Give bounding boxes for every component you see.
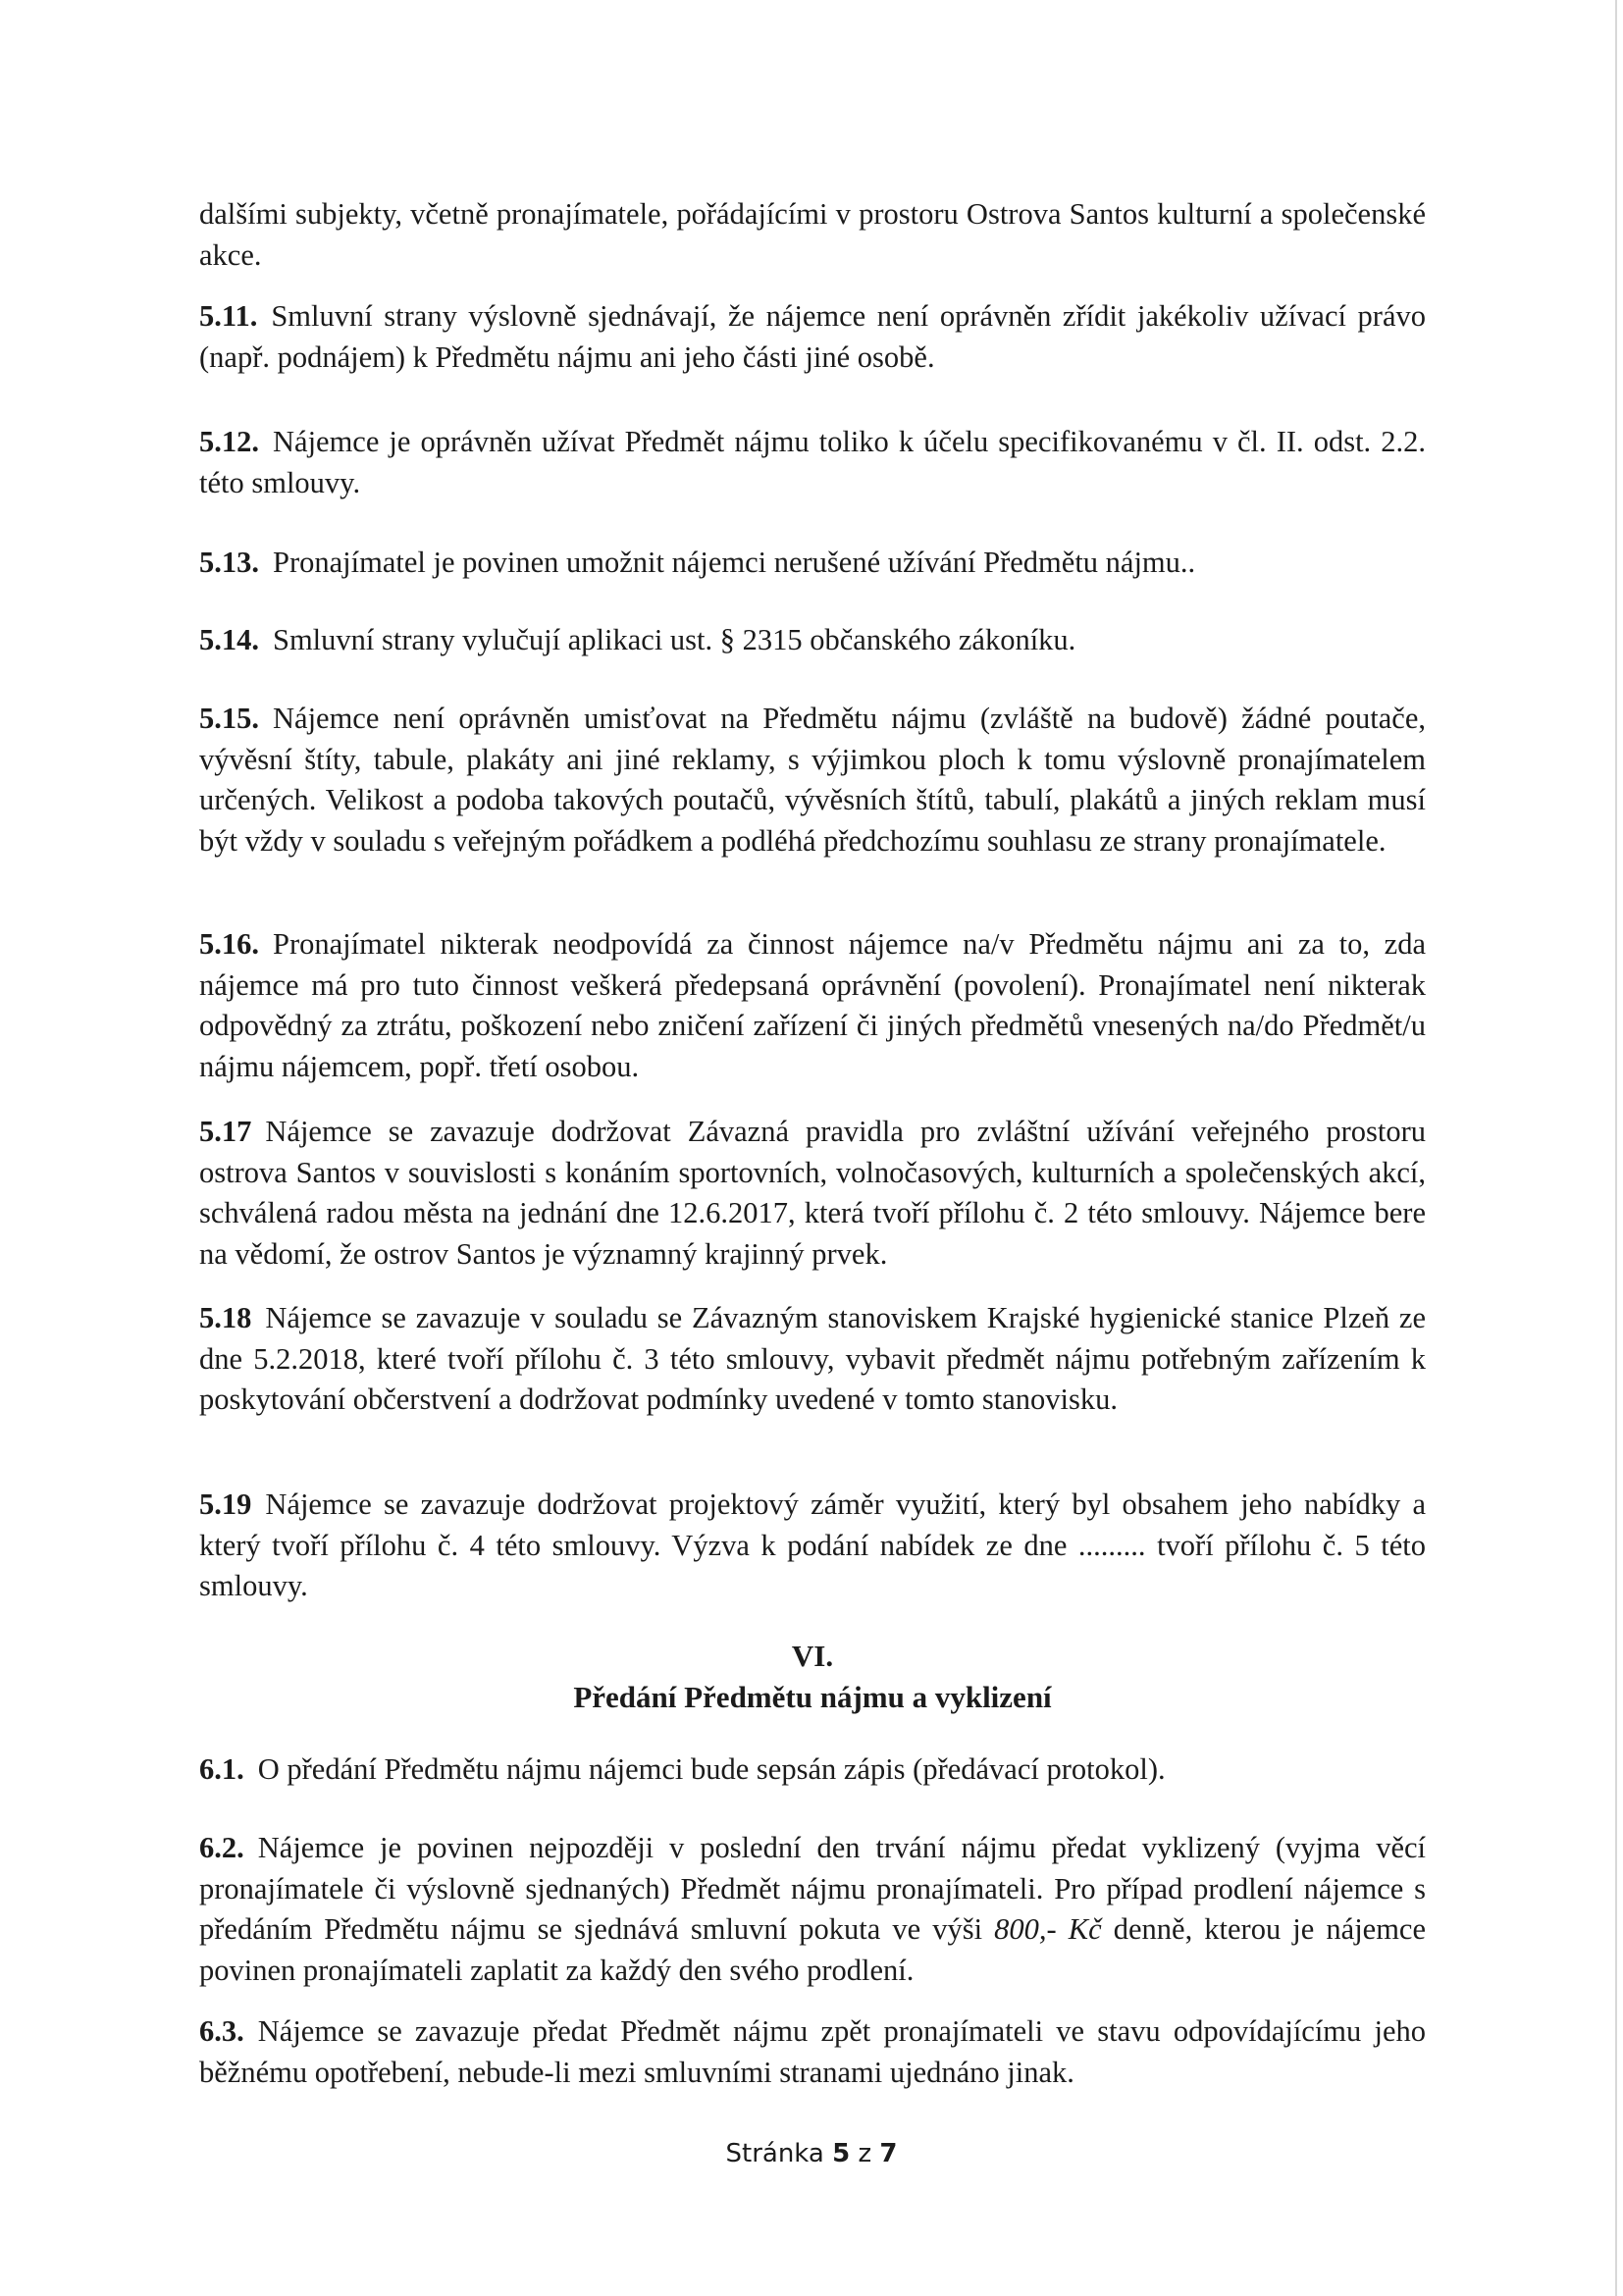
- clause-6-1: [199, 1749, 1426, 1791]
- footer-separator: z: [858, 2139, 872, 2168]
- clause-text: Smluvní strany výslovně sjednávají, že nájemce není oprávněn zřídit jakékoliv užívací právo (např. podnájem) k Předmětu nájmu ani jeho části jiné osobě.: [199, 299, 1426, 374]
- clause-text-after: denně, kterou je nájemce povinen pronajímateli zaplatit za každý den svého prodlení.: [199, 1912, 1427, 1987]
- scan-edge: [1615, 0, 1617, 2296]
- clause-number: 5.14.: [199, 623, 259, 656]
- clause-number: 5.15.: [199, 702, 259, 735]
- clause-number: 5.19: [199, 1487, 252, 1521]
- clause-5-11: [199, 296, 1426, 378]
- clause-text: O předání Předmětu nájmu nájemci bude sepsán zápis (předávací protokol).: [257, 1752, 1166, 1786]
- clause-number: 5.11.: [199, 299, 258, 333]
- clause-number: 6.2.: [199, 1831, 244, 1864]
- clause-text: Nájemce se zavazuje dodržovat projektový záměr využití, který byl obsahem jeho nabídky a který tvoří přílohu č. 4 této smlouvy. Výzva k podání nabídek ze dne ......... tvoří přílohu č. 5 této smlouvy.: [199, 1487, 1426, 1602]
- clause-text: Pronajímatel nikterak neodpovídá za činnost nájemce na/v Předmětu nájmu ani za to, zda nájemce má pro tuto činnost veškerá předepsaná oprávnění (povolení). Pronajímatel není nikterak odpovědný za ztrátu, poškození nebo zničení zařízení či jiných předmětů vnesených na/do Předmět/u nájmu nájemcem, popř. třetí osobou.: [199, 927, 1426, 1083]
- page-footer: [0, 2139, 1623, 2168]
- clause-number: 5.17: [199, 1115, 252, 1148]
- section-title: Předání Předmětu nájmu a vyklizení: [573, 1680, 1052, 1714]
- clause-text: Nájemce je oprávněn užívat Předmět nájmu toliko k účelu specifikovanému v čl. II. odst. 2.2. této smlouvy.: [199, 425, 1426, 499]
- clause-number: 6.3.: [199, 2014, 244, 2048]
- clause-5-17: [199, 1112, 1426, 1275]
- clause-5-14: [199, 620, 1426, 661]
- clause-text: Nájemce se zavazuje dodržovat Závazná pravidla pro zvláštní užívání veřejného prostoru ostrova Santos v souvislosti s konáním sportovních, volnočasových, kulturních a společenských akcí, schválená radou města na jednání dne 12.6.2017, která tvoří přílohu č. 2 této smlouvy. Nájemce bere na vědomí, že ostrov Santos je významný krajinný prvek.: [199, 1115, 1426, 1271]
- clause-number: 5.12.: [199, 425, 259, 458]
- clause-text: Nájemce se zavazuje předat Předmět nájmu zpět pronajímateli ve stavu odpovídajícímu jeho běžnému opotřebení, nebude-li mezi smluvními stranami ujednáno jinak.: [199, 2014, 1426, 2089]
- clause-number: 5.13.: [199, 546, 259, 579]
- clause-number: 6.1.: [199, 1752, 244, 1786]
- clause-5-12: [199, 422, 1426, 503]
- clause-5-16: [199, 924, 1426, 1087]
- clause-text: Pronajímatel je povinen umožnit nájemci nerušené užívání Předmětu nájmu..: [273, 546, 1196, 579]
- clause-text: Smluvní strany vylučují aplikaci ust. § 2315 občanského zákoníku.: [273, 623, 1076, 656]
- section-roman-numeral: VI.: [791, 1639, 834, 1673]
- clause-text: Nájemce se zavazuje v souladu se Závazným stanoviskem Krajské hygienické stanice Plzeň ze dne 5.2.2018, které tvoří přílohu č. 3 této smlouvy, vybavit předmět nájmu potřebným zařízením k poskytování občerstvení a dodržovat podmínky uvedené v tomto stanovisku.: [199, 1301, 1426, 1416]
- continuation-paragraph: [199, 194, 1426, 276]
- clause-5-19: [199, 1485, 1426, 1607]
- footer-page-total: 7: [879, 2139, 898, 2168]
- clause-5-18: [199, 1298, 1426, 1421]
- clause-5-15: [199, 699, 1426, 861]
- clause-number: 5.16.: [199, 927, 259, 961]
- clause-text-before: Nájemce je povinen nejpozději v poslední den trvání nájmu předat vyklizený (vyjma věcí pronajímatele či výslovně sjednaných) Předmět nájmu pronajímateli. Pro případ prodlení nájemce s předáním Předmětu nájmu se sjednává smluvní pokuta ve výši: [199, 1831, 1426, 1946]
- clause-6-3: [199, 2011, 1426, 2093]
- footer-page-number: 5: [832, 2139, 851, 2168]
- continuation-text: dalšími subjekty, včetně pronajímatele, pořádajícími v prostoru Ostrova Santos kulturní a společenské akce.: [199, 197, 1426, 272]
- clause-6-2: [199, 1828, 1426, 1991]
- clause-text: Nájemce není oprávněn umisťovat na Předmětu nájmu (zvláště na budově) žádné poutače, vývěsní štíty, tabule, plakáty ani jiné reklamy, s výjimkou ploch k tomu výslovně pronajímatelem určených. Velikost a podoba takových poutačů, vývěsních štítů, tabulí, plakátů a jiných reklam musí být vždy v souladu s veřejným pořádkem a podléhá předchozímu souhlasu ze strany pronajímatele.: [199, 702, 1426, 858]
- footer-label: Stránka: [725, 2139, 824, 2168]
- clause-5-13: [199, 543, 1426, 584]
- clause-number: 5.18: [199, 1301, 252, 1334]
- penalty-amount: 800,- Kč: [994, 1912, 1102, 1946]
